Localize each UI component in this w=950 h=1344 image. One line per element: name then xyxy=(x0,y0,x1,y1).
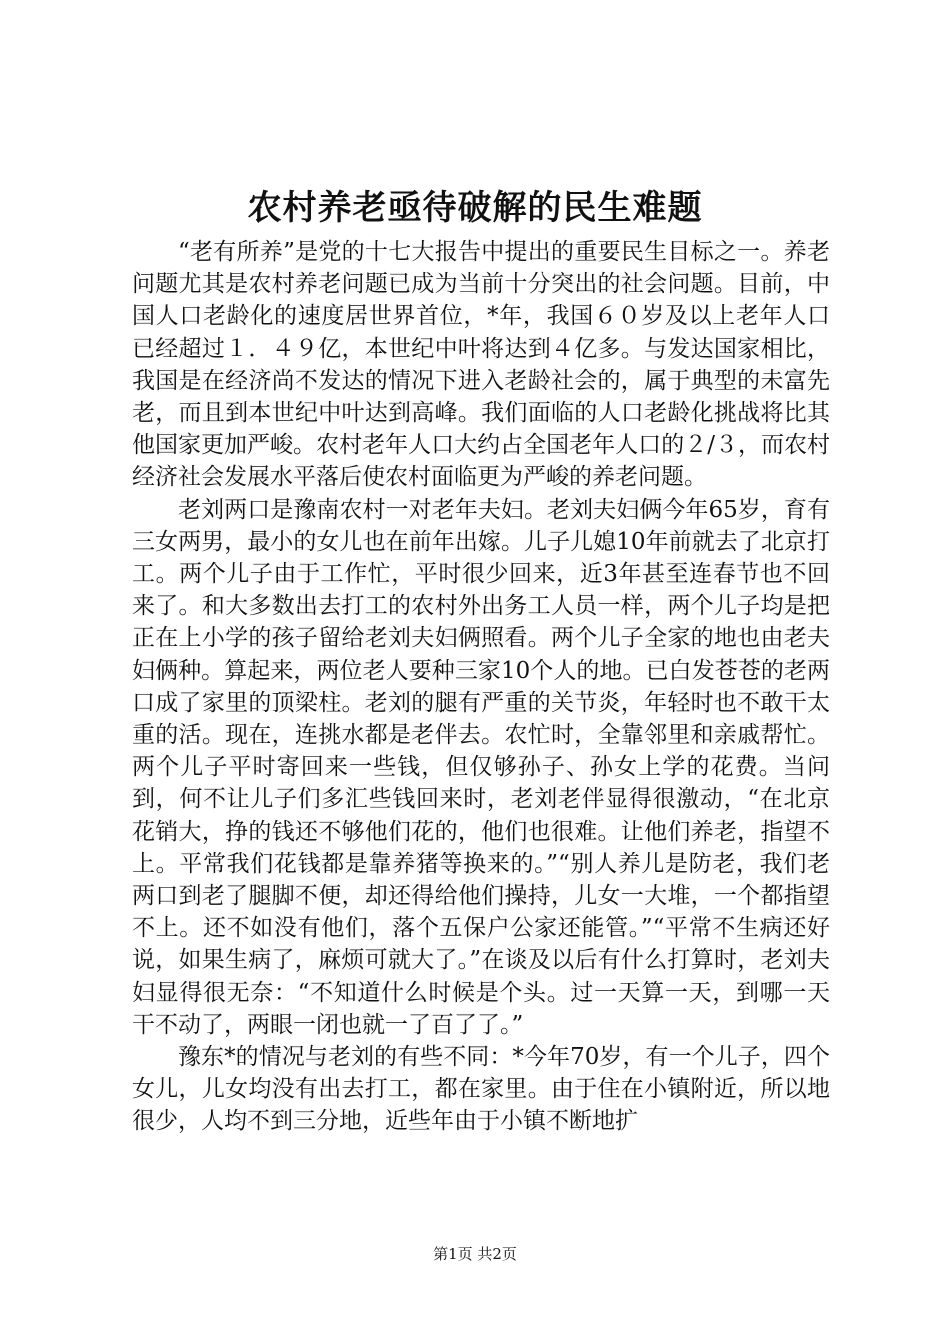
document-title: 农村养老亟待破解的民生难题 xyxy=(247,188,703,228)
paragraph: 老刘两口是豫南农村一对老年夫妇。老刘夫妇俩今年65岁，育有三女两男，最小的女儿也在前年出嫁。儿子儿媳10年前就去了北京打工。两个儿子由于工作忙，平时很少回来，近3年甚至连春节也不回来了。和大多数出去打工的农村外出务工人员一样，两个儿子均是把正在上小学的孩子留给老刘夫妇俩照看。两个儿子全家的地也由老夫妇俩种。算起来，两位老人要种三家10个人的地。已白发苍苍的老两口成了家里的顶梁柱。老刘的腿有严重的关节炎，年轻时也不敢干太重的活。现在，连挑水都是老伴去。农忙时，全靠邻里和亲戚帮忙。两个儿子平时寄回来一些钱，但仅够孙子、孙女上学的花费。当问到，何不让儿子们多汇些钱回来时，老刘老伴显得很激动，“在北京花销大，挣的钱还不够他们花的，他们也很难。让他们养老，指望不上。平常我们花钱都是靠养猪等换来的。”“别人养儿是防老，我们老两口到老了腿脚不便，却还得给他们操持，儿女一大堆，一个都指望不上。还不如没有他们，落个五保户公家还能管。”“平常不生病还好说，如果生病了，麻烦可就大了。”在谈及以后有什么打算时，老刘夫妇显得很无奈：“不知道什么时候是个头。过一天算一天，到哪一天干不动了，两眼一闭也就一了百了了。” xyxy=(132,496,830,1038)
paragraph: “老有所养”是党的十七大报告中提出的重要民生目标之一。养老问题尤其是农村养老问题已成为当前十分突出的社会问题。目前，中国人口老龄化的速度居世界首位，*年，我国６０岁及以上老年人口已经超过１．４９亿，本世纪中叶将达到４亿多。与发达国家相比，我国是在经济尚不发达的情况下进入老龄社会的，属于典型的未富先老，而且到本世纪中叶达到高峰。我们面临的人口老龄化挑战将比其他国家更加严峻。农村老年人口大约占全国老年人口的２/３，而农村经济社会发展水平落后使农村面临更为严峻的养老问题。 xyxy=(132,239,830,491)
page-footer: 第1页 共2页 xyxy=(433,1245,517,1263)
paragraph: 豫东*的情况与老刘的有些不同：*今年70岁，有一个儿子，四个女儿，儿女均没有出去打工，都在家里。由于住在小镇附近，所以地很少，人均不到三分地，近些年由于小镇不断地扩 xyxy=(132,1044,830,1135)
document-body xyxy=(132,236,830,1138)
